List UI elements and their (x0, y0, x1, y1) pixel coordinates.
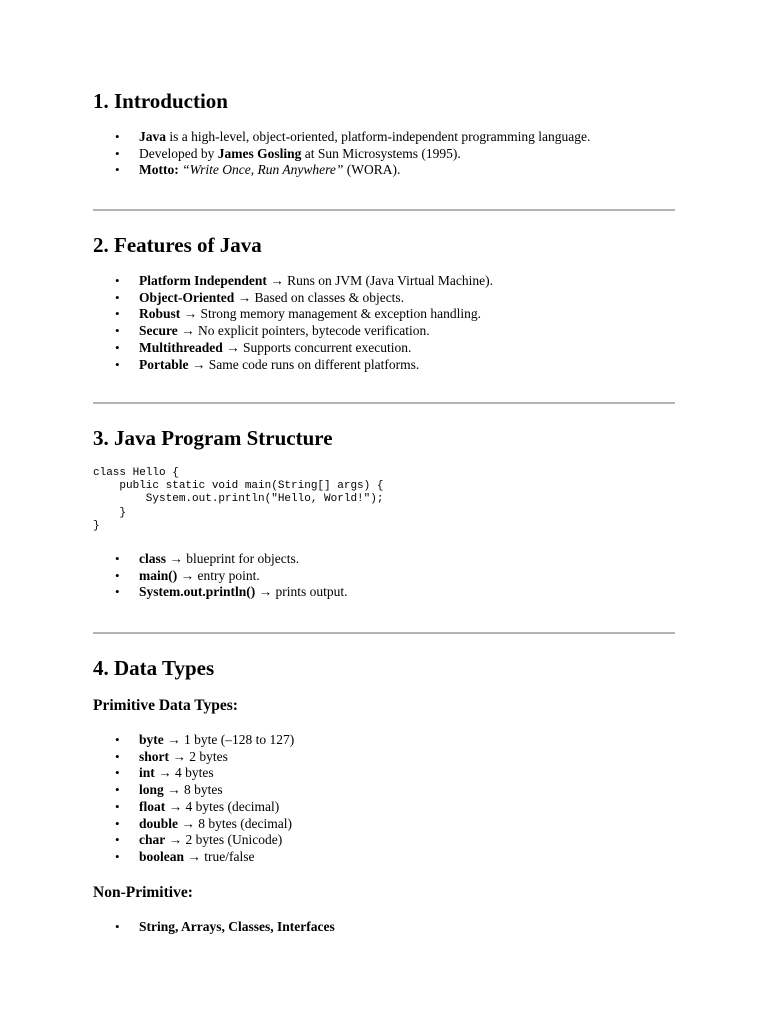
intro-list (93, 129, 675, 179)
list-item (93, 273, 675, 290)
item-text: → 1 byte (–128 to 127) (163, 732, 295, 747)
item-term: int (139, 765, 155, 781)
list-item (93, 849, 675, 866)
item-text: is a high-level, object-oriented, platform-independent programming language. (166, 129, 591, 144)
section-divider (93, 209, 675, 211)
item-term: Object-Oriented (139, 289, 235, 305)
bullet-icon: • (115, 551, 120, 567)
item-term: long (139, 782, 164, 798)
list-item (93, 340, 675, 357)
bullet-icon: • (115, 145, 120, 161)
bullet-icon: • (115, 306, 120, 322)
list-item (93, 568, 675, 585)
list-item (93, 306, 675, 323)
item-term: float (139, 798, 166, 814)
structure-list (93, 551, 675, 601)
item-text: → blueprint for objects. (166, 551, 300, 567)
list-item (93, 749, 675, 766)
item-text: → entry point. (177, 567, 260, 583)
item-text: → Same code runs on different platforms. (188, 356, 420, 372)
code-block: class Hello { public static void main(String[] args) { System.out.println("Hello, World!"); } } (93, 467, 384, 532)
bullet-icon: • (115, 918, 120, 934)
list-item (93, 584, 675, 601)
item-term: boolean (139, 848, 185, 864)
item-text: → 8 bytes (decimal) (178, 815, 292, 831)
item-text: → 4 bytes (decimal) (165, 798, 280, 814)
bullet-icon: • (115, 584, 120, 600)
bullet-icon: • (115, 356, 120, 372)
item-text: → 8 bytes (163, 782, 223, 798)
section-divider (93, 402, 675, 404)
bullet-icon: • (115, 765, 120, 781)
item-term: byte (139, 732, 164, 747)
primitive-types-list (93, 732, 675, 866)
item-term: Platform Independent (139, 273, 267, 288)
bullet-icon: • (115, 289, 120, 305)
section-introduction (93, 89, 675, 179)
item-term: Robust (139, 306, 181, 322)
item-text: → true/false (184, 848, 255, 864)
list-item (93, 551, 675, 568)
features-list (93, 273, 675, 373)
item-text: → Supports concurrent execution. (222, 339, 412, 355)
section-program-structure (93, 426, 675, 601)
list-item (93, 832, 675, 849)
subsection-heading: Primitive Data Types: (93, 697, 238, 714)
bullet-icon: • (115, 323, 120, 339)
list-item (93, 129, 675, 146)
section-heading: 3. Java Program Structure (93, 426, 333, 450)
item-text: → 4 bytes (154, 765, 214, 781)
bullet-icon: • (115, 339, 120, 355)
list-item (93, 290, 675, 307)
list-item (93, 816, 675, 833)
section-heading: 1. Introduction (93, 89, 228, 113)
bullet-icon: • (115, 273, 120, 288)
bullet-icon: • (115, 848, 120, 864)
motto-text: “Write Once, Run Anywhere” (178, 162, 344, 178)
item-term: String, Arrays, Classes, Interfaces (139, 918, 335, 934)
bullet-icon: • (115, 798, 120, 814)
list-item (93, 357, 675, 374)
subsection-heading: Non-Primitive: (93, 883, 193, 901)
bullet-icon: • (115, 567, 120, 583)
list-item (93, 765, 675, 782)
bullet-icon: • (115, 129, 120, 144)
item-term: Secure (139, 323, 178, 339)
item-term: char (139, 832, 166, 848)
item-text: → Runs on JVM (Java Virtual Machine). (266, 273, 494, 288)
list-item (93, 782, 675, 799)
item-text: → No explicit pointers, bytecode verification. (177, 323, 430, 339)
list-item (93, 732, 675, 749)
list-item (93, 162, 675, 179)
bullet-icon: • (115, 815, 120, 831)
non-primitive-types-list (93, 919, 675, 936)
section-data-types (93, 656, 675, 935)
item-term: Java (139, 129, 166, 144)
item-term: short (139, 748, 169, 764)
section-heading: 2. Features of Java (93, 233, 262, 257)
item-text: → prints output. (255, 584, 348, 600)
item-text: at Sun Microsystems (1995). (301, 145, 461, 161)
section-divider (93, 632, 675, 634)
item-term: Portable (139, 356, 189, 372)
item-term: System.out.println() (139, 584, 256, 600)
item-text: Developed by (139, 145, 218, 161)
bullet-icon: • (115, 748, 120, 764)
list-item (93, 799, 675, 816)
bullet-icon: • (115, 162, 120, 178)
item-term: Multithreaded (139, 339, 223, 355)
bullet-icon: • (115, 832, 120, 848)
item-term: double (139, 815, 179, 831)
item-text: → 2 bytes (169, 748, 228, 764)
item-text: → 2 bytes (Unicode) (165, 832, 283, 848)
item-text: → Strong memory management & exception handling. (180, 306, 481, 322)
item-text: → Based on classes & objects. (234, 289, 405, 305)
item-term: James Gosling (217, 145, 302, 161)
section-heading: 4. Data Types (93, 656, 215, 680)
item-text: (WORA). (343, 162, 401, 178)
section-features (93, 233, 675, 373)
item-term: class (139, 551, 166, 567)
item-term: Motto: (139, 162, 179, 178)
bullet-icon: • (115, 732, 120, 747)
bullet-icon: • (115, 782, 120, 798)
list-item (93, 323, 675, 340)
list-item (93, 146, 675, 163)
list-item (93, 919, 675, 936)
item-term: main() (139, 567, 178, 583)
